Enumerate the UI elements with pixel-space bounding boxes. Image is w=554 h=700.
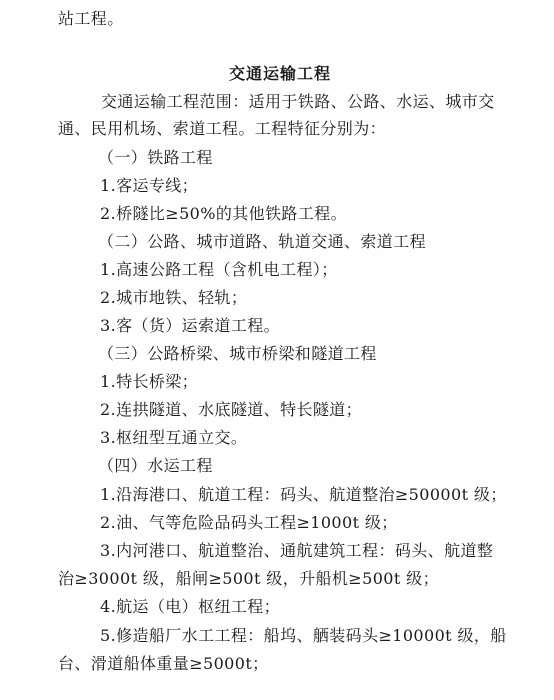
list-item: 1.客运专线； xyxy=(100,176,199,195)
heading-bridges-tunnels: （三）公路桥梁、城市桥梁和隧道工程 xyxy=(98,344,377,363)
list-item: 3.内河港口、航道整治、通航建筑工程：码头、航道整 xyxy=(100,541,494,560)
list-item: 3.枢纽型互通立交。 xyxy=(100,428,248,447)
list-item: 1.高速公路工程（含机电工程）； xyxy=(100,260,338,279)
list-item: 3.客（货）运索道工程。 xyxy=(100,316,281,335)
list-item: 1.沿海港口、航道工程：码头、航道整治≥50000t 级； xyxy=(100,485,507,504)
heading-waterway: （四）水运工程 xyxy=(98,456,213,475)
list-item: 2.城市地铁、轻轨； xyxy=(100,288,248,307)
list-item: 5.修造船厂水工工程：船坞、舾装码头≥10000t 级，船 xyxy=(100,626,507,645)
list-item: 4.航运（电）枢纽工程； xyxy=(100,597,281,616)
list-item-continuation: 台、滑道船体重量≥5000t； xyxy=(58,654,269,673)
list-item-continuation: 治≥3000t 级，船闸≥500t 级，升船机≥500t 级； xyxy=(58,569,439,588)
top-fragment: 站工程。 xyxy=(58,9,124,28)
list-item: 2.桥隧比≥50%的其他铁路工程。 xyxy=(100,204,348,223)
list-item: 1.特长桥梁； xyxy=(100,372,199,391)
intro-line-1: 交通运输工程范围：适用于铁路、公路、水运、城市交 xyxy=(101,92,495,111)
intro-line-2: 通、民用机场、索道工程。工程特征分别为： xyxy=(58,119,387,138)
heading-railway: （一）铁路工程 xyxy=(98,148,213,167)
heading-highway: （二）公路、城市道路、轨道交通、索道工程 xyxy=(98,232,427,251)
list-item: 2.油、气等危险品码头工程≥1000t 级； xyxy=(100,513,398,532)
section-title: 交通运输工程 xyxy=(229,64,332,83)
list-item: 2.连拱隧道、水底隧道、特长隧道； xyxy=(100,400,363,419)
